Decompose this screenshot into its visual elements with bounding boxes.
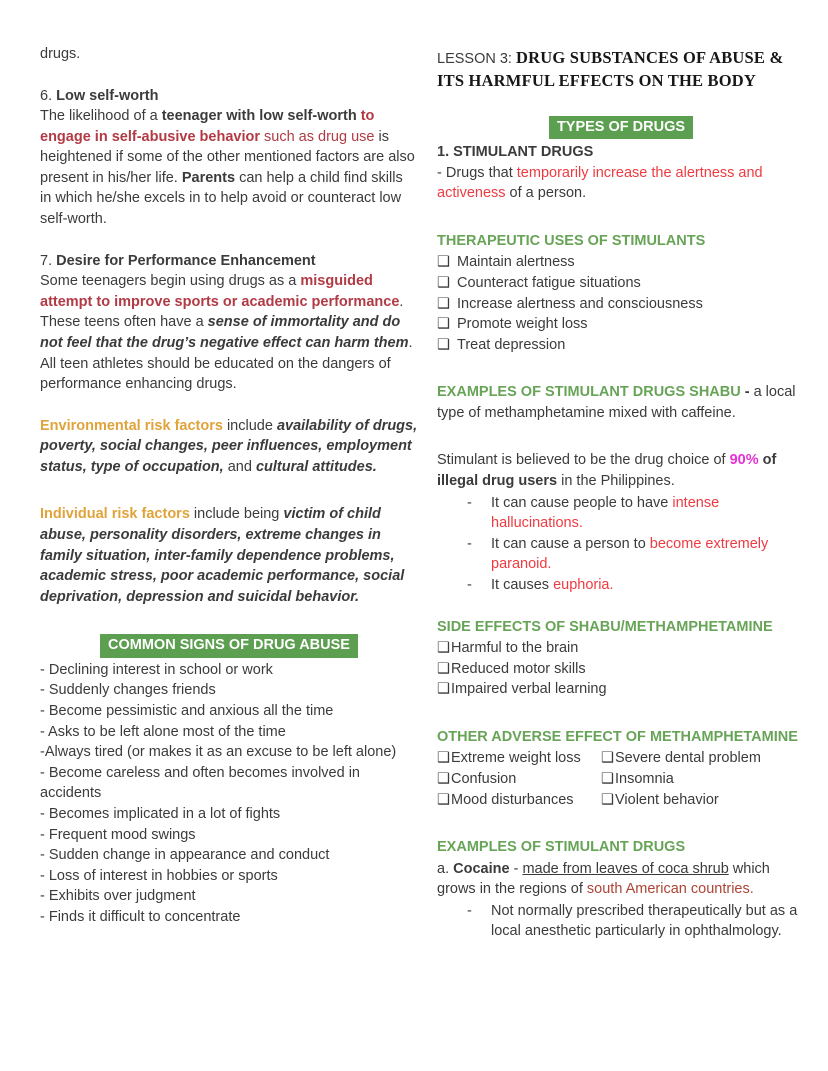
checklist-item: ❑ Increase alertness and consciousness xyxy=(437,294,805,315)
types-of-drugs-header xyxy=(437,116,805,140)
list-item: - Becomes implicated in a lot of fights xyxy=(40,805,281,822)
checklist-item: ❑ Reduced motor skills xyxy=(437,659,805,680)
drug-choice-bullets xyxy=(437,493,805,596)
lesson-title xyxy=(437,47,805,93)
list-item: - Exhibits over judgment xyxy=(40,888,196,905)
paragraph-drug-choice: Stimulant is believed to be the drug choice of 90% of illegal drug users in the Philippines. xyxy=(437,452,777,490)
checkbox-icon: ❑ xyxy=(437,750,450,767)
common-signs-header xyxy=(40,634,418,658)
section-performance-enhancement xyxy=(40,251,418,395)
paragraph-cocaine: a. Cocaine - made from leaves of coca shrub which grows in the regions of south American countries. xyxy=(437,860,770,898)
list-item: - Become pessimistic and anxious all the time xyxy=(40,703,334,720)
other-adverse-header: OTHER ADVERSE EFFECT OF METHAMPHETAMINE xyxy=(437,728,798,745)
section-drug-choice xyxy=(437,450,805,595)
section-low-self-worth xyxy=(40,86,418,230)
examples-header: EXAMPLES OF STIMULANT DRUGS xyxy=(437,839,686,856)
list-item: - Frequent mood swings xyxy=(40,826,196,843)
lesson-prefix: LESSON 3: xyxy=(437,51,516,67)
paragraph-environmental-risk-factors: Environmental risk factors include availability of drugs, poverty, social changes, peer influences, employment status, type of occupation, and cultural attitudes. xyxy=(40,417,418,475)
section-examples-stimulant-drugs xyxy=(437,837,805,942)
checkbox-icon: ❑ xyxy=(601,750,614,767)
continued-paragraph: drugs. xyxy=(40,46,81,62)
list-item: - Loss of interest in hobbies or sports xyxy=(40,867,278,884)
common-signs-highlight: COMMON SIGNS OF DRUG ABUSE xyxy=(100,634,358,658)
list-item: - Asks to be left alone most of the time xyxy=(40,723,286,740)
side-effects-header: SIDE EFFECTS OF SHABU/METHAMPHETAMINE xyxy=(437,618,773,635)
section-therapeutic-uses xyxy=(437,231,805,355)
list-item: - Become careless and often becomes involved in accidents xyxy=(40,764,360,802)
checkbox-icon: ❑ xyxy=(601,770,614,787)
checklist-item: ❑ Mood disturbances xyxy=(437,790,597,811)
dash-bullet: - xyxy=(467,902,472,919)
checkbox-icon: ❑ xyxy=(437,770,450,787)
checklist-item: ❑ Extreme weight loss xyxy=(437,748,597,769)
paragraph-performance-enhancement: Some teenagers begin using drugs as a misguided attempt to improve sports or academic performance. These teens often have a sense of immortality and do not feel that the drug’s negative effect can harm them. All teen athletes should be educated on the dangers of performance enhancing drugs. xyxy=(40,273,413,393)
list-item: - Finds it difficult to concentrate xyxy=(40,908,241,925)
list-item: - Suddenly changes friends xyxy=(40,682,216,699)
heading-low-self-worth: 6. Low self-worth xyxy=(40,87,159,104)
checklist-item: ❑ Counteract fatigue situations xyxy=(437,273,805,294)
section-stimulant-drugs xyxy=(437,142,805,204)
adverse-effects-grid xyxy=(437,748,805,810)
section-other-adverse-effects xyxy=(437,727,805,810)
checklist-item: ❑ Maintain alertness xyxy=(437,252,805,273)
checkbox-icon: ❑ xyxy=(437,254,450,271)
checklist-item: ❑ Treat depression xyxy=(437,335,805,356)
dash-bullet: - xyxy=(467,494,472,511)
cocaine-bullets xyxy=(437,901,805,942)
section-side-effects xyxy=(437,617,805,700)
checklist-item: ❑ Harmful to the brain xyxy=(437,638,805,659)
checklist-item: ❑ Severe dental problem xyxy=(601,748,805,769)
heading-performance-enhancement: 7. Desire for Performance Enhancement xyxy=(40,252,316,269)
checkbox-icon: ❑ xyxy=(437,336,450,353)
types-of-drugs-highlight: TYPES OF DRUGS xyxy=(549,116,693,140)
checklist-item: ❑ Confusion xyxy=(437,769,597,790)
bullet-item: - It can cause people to have intense hallucinations. xyxy=(437,493,805,534)
list-item: - Declining interest in school or work xyxy=(40,661,273,678)
checkbox-icon: ❑ xyxy=(437,316,450,333)
bullet-item: - Not normally prescribed therapeutically but as a local anesthetic particularly in ophthalmology. xyxy=(437,901,805,942)
checkbox-icon: ❑ xyxy=(437,640,450,657)
paragraph-low-self-worth: The likelihood of a teenager with low self-worth to engage in self-abusive behavior such as drug use is heightened if some of the other mentioned factors are also present in his/her life. Parents can help a child find skills in which he/she excels in to help avoid or counteract low self-worth. xyxy=(40,108,415,228)
bullet-item: - It causes euphoria. xyxy=(437,575,805,596)
checklist-item: ❑ Insomnia xyxy=(601,769,805,790)
dash-bullet: - xyxy=(467,576,472,593)
section-common-signs xyxy=(40,634,418,927)
dash-bullet: - xyxy=(467,535,472,552)
checkbox-icon: ❑ xyxy=(437,681,450,698)
checkbox-icon: ❑ xyxy=(437,660,450,677)
checklist-item: ❑ Promote weight loss xyxy=(437,314,805,335)
bullet-item: - It can cause a person to become extremely paranoid. xyxy=(437,534,805,575)
checklist-item: ❑ Violent behavior xyxy=(601,790,805,811)
right-column xyxy=(437,47,805,942)
checkbox-icon: ❑ xyxy=(437,791,450,808)
paragraph-individual-risk-factors: Individual risk factors include being victim of child abuse, personality disorders, extreme changes in family situation, inter-family dependence problems, academic stress, poor academic performance, social deprivation, depression and suicidal behavior. xyxy=(40,506,405,605)
stimulant-drugs-description: - Drugs that temporarily increase the alertness and activeness of a person. xyxy=(437,164,763,202)
checkbox-icon: ❑ xyxy=(437,295,450,312)
therapeutic-uses-header: THERAPEUTIC USES OF STIMULANTS xyxy=(437,232,706,249)
list-item: -Always tired (or makes it as an excuse to be left alone) xyxy=(40,744,397,761)
left-column xyxy=(40,44,418,927)
lesson-title-text: DRUG SUBSTANCES OF ABUSE & ITS HARMFUL EFFECTS ON THE BODY xyxy=(437,48,784,90)
checklist-item: ❑ Impaired verbal learning xyxy=(437,679,805,700)
checkbox-icon: ❑ xyxy=(437,275,450,291)
checkbox-icon: ❑ xyxy=(601,791,614,808)
list-item: - Sudden change in appearance and conduct xyxy=(40,847,330,864)
stimulant-drugs-heading: 1. STIMULANT DRUGS xyxy=(437,144,594,161)
paragraph-shabu: EXAMPLES OF STIMULANT DRUGS SHABU - a local type of methamphetamine mixed with caffeine. xyxy=(437,384,796,421)
